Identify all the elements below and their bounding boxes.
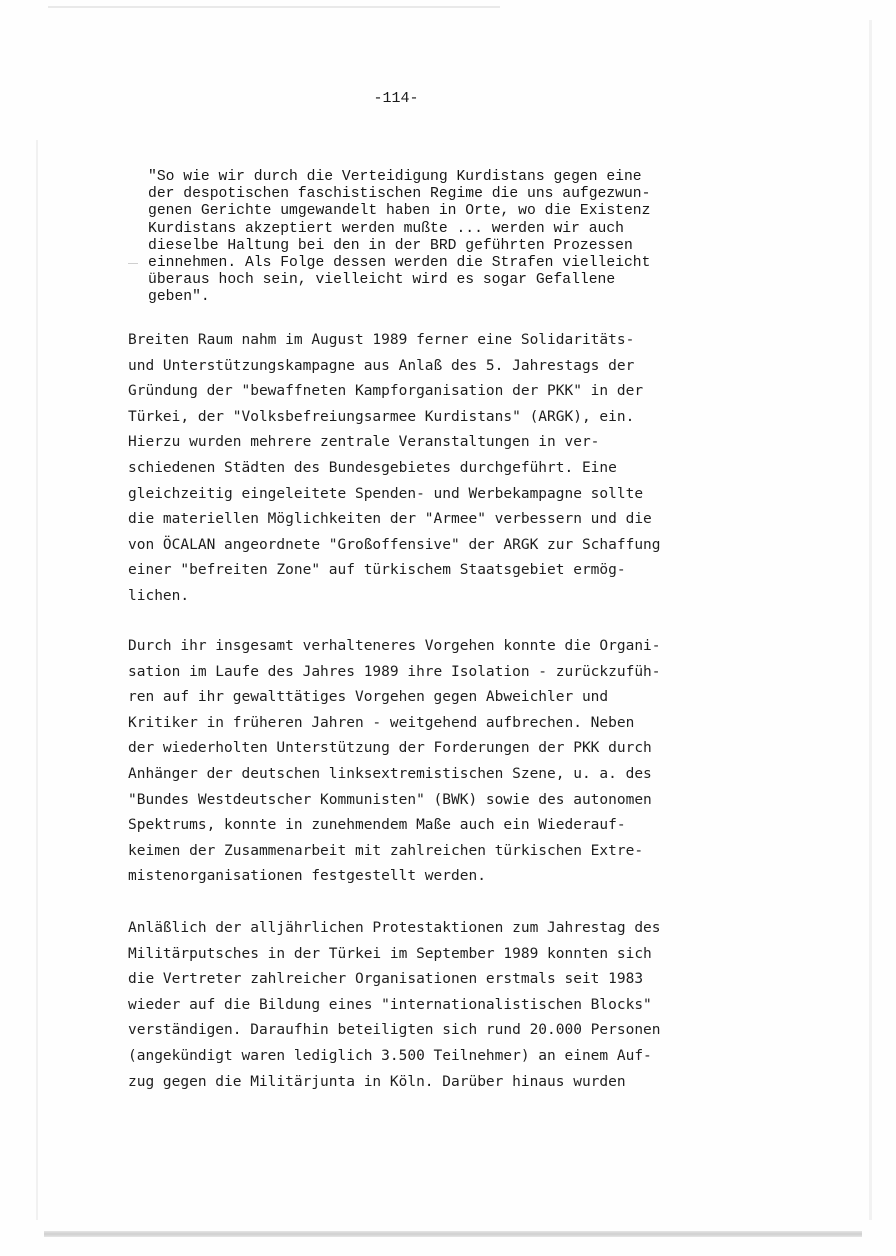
paragraph-protest-actions: Anläßlich der alljährlichen Protestaktionen zum Jahrestag des Militärputsches in der Türkei im September 1989 konnten sich die Vertreter zahlreicher Organisationen erstmals seit 1983 wieder auf die Bildung eines "internationalistischen Blocks" verständigen. Daraufhin beteiligten sich rund 20.000 Personen (angekündigt waren lediglich 3.500 Teilnehmer) an einem Auf- zug gegen die Militärjunta in Köln. Darüber hinaus wurden <box>128 920 661 1090</box>
scan-edge-bottom <box>44 1231 862 1237</box>
margin-mark <box>128 263 138 264</box>
page-number: -114- <box>373 90 419 107</box>
block-quote: "So wie wir durch die Verteidigung Kurdistans gegen eine der despotischen faschistischen Regime die uns aufgezwun- genen Gerichte umgewandelt haben in Orte, wo die Existenz Kurdistans akzeptiert werden mußte ... werden wir auch dieselbe Haltung bei den in der BRD geführten Prozessen einnehmen. Als Folge dessen werden die Strafen vielleicht überaus hoch sein, vielleicht wird es sogar Gefallene geben". <box>148 169 651 306</box>
paragraph-solidarity-campaign: Breiten Raum nahm im August 1989 ferner eine Solidaritäts- und Unterstützungskampagne aus Anlaß des 5. Jahrestags der Gründung der "bewaffneten Kampforganisation der PKK" in der Türkei, der "Volksbefreiungsarmee Kurdistans" (ARGK), ein. Hierzu wurden mehrere zentrale Veranstaltungen in ver- schiedenen Städten des Bundesgebietes durchgeführt. Eine gleichzeitig eingeleitete Spenden- und Werbekampagne sollte die materiellen Möglichkeiten der "Armee" verbessern und die von ÖCALAN angeordnete "Großoffensive" der ARGK zur Schaffung einer "befreiten Zone" auf türkischem Staatsgebiet ermög- lichen. <box>128 332 661 604</box>
paragraph-isolation: Durch ihr insgesamt verhalteneres Vorgehen konnte die Organi- sation im Laufe des Jahres 1989 ihre Isolation - zurückzufüh- ren auf ihr gewalttätiges Vorgehen gegen Abweichler und Kritiker in früheren Jahren - weitgehend aufbrechen. Neben der wiederholten Unterstützung der Forderungen der PKK durch Anhänger der deutschen linksextremistischen Szene, u. a. des "Bundes Westdeutscher Kommunisten" (BWK) sowie des autonomen Spektrums, konnte in zunehmendem Maße auch ein Wiederauf- keimen der Zusammenarbeit mit zahlreichen türkischen Extre- mistenorganisationen festgestellt werden. <box>128 638 661 885</box>
scan-edge-left <box>36 140 38 1220</box>
scan-edge-top <box>48 6 500 8</box>
scan-edge-right <box>869 20 872 1220</box>
